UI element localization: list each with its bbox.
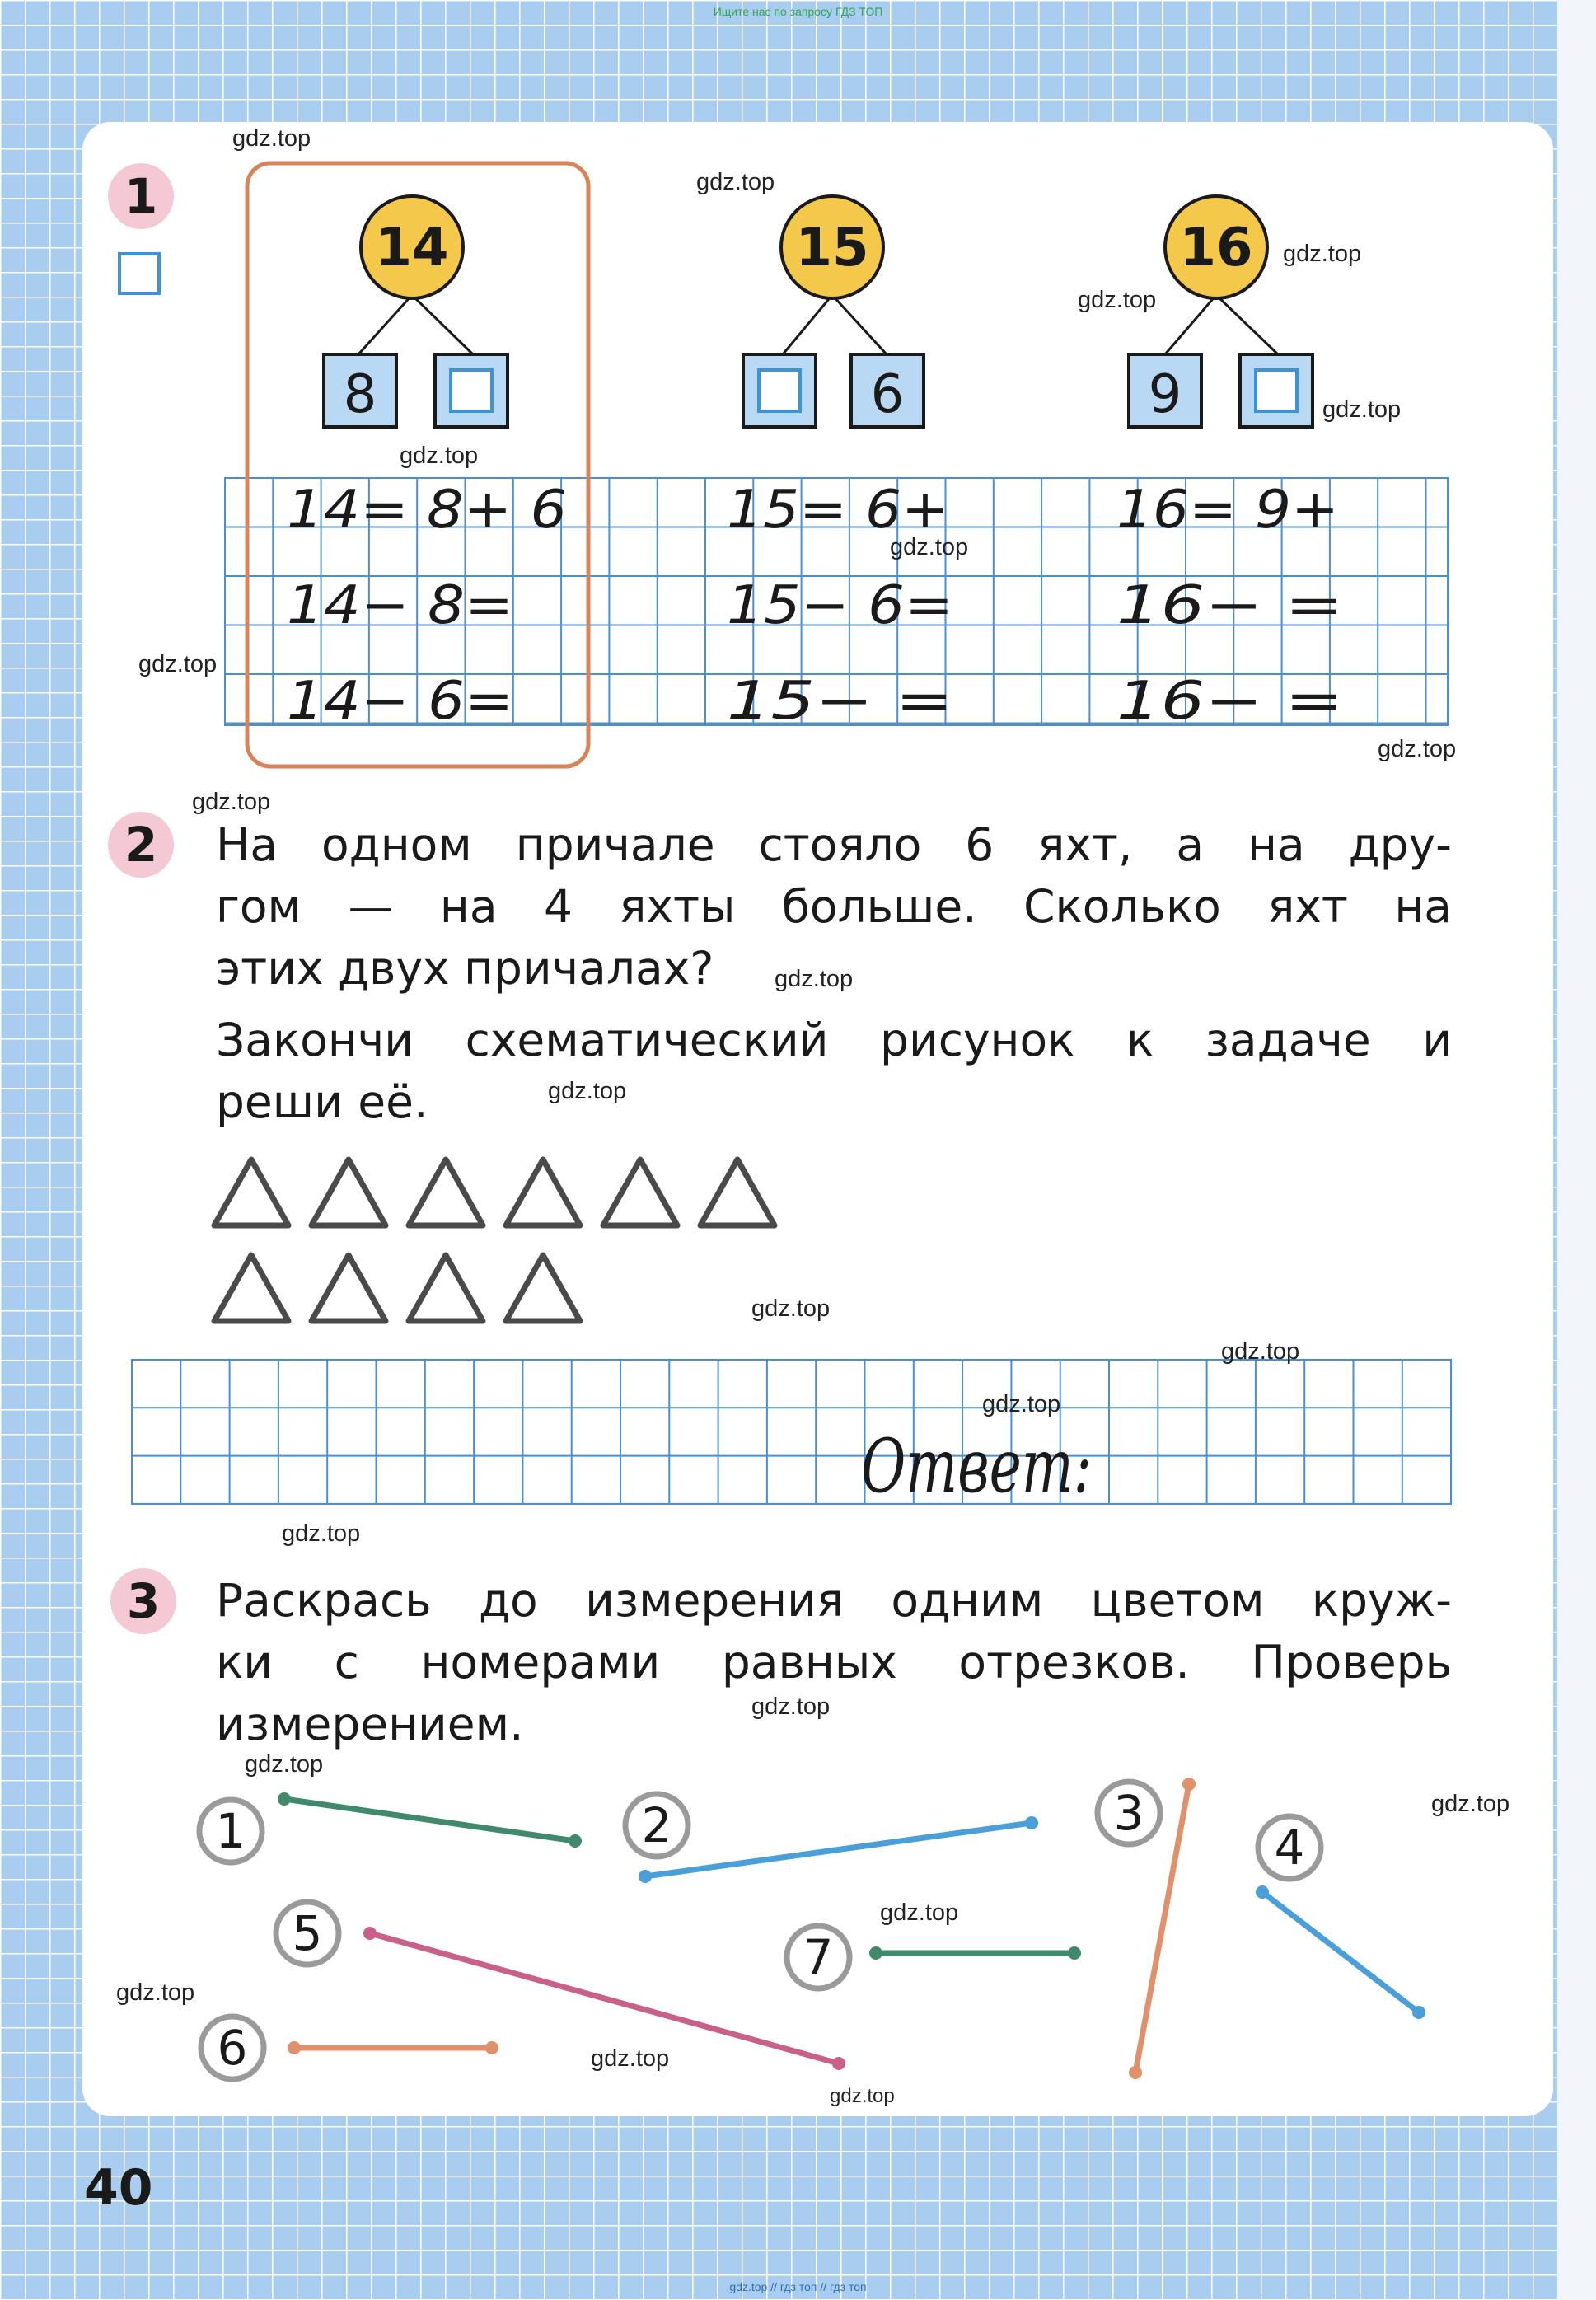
tree-total-15: 15 (795, 218, 869, 279)
watermark: gdz.top (1431, 1791, 1510, 1817)
segment-label-7: 7 (803, 1929, 834, 1985)
segment-endpoint (869, 1946, 882, 1960)
watermark: gdz.top (548, 1078, 627, 1104)
segment-endpoint (569, 1834, 582, 1848)
triangle (311, 1159, 386, 1225)
segment-endpoint (1412, 2006, 1425, 2019)
empty-answer-square (759, 370, 800, 411)
task2-line-1: На одном причале стояло 6 яхт, а на дру- (216, 818, 1452, 871)
segment-endpoint (832, 2057, 845, 2070)
task3-segments (0, 1755, 1596, 2110)
answer-label: Ответ: (861, 1423, 1092, 1510)
tree-total-14: 14 (375, 218, 449, 279)
segment-4 (1262, 1892, 1419, 2012)
equation-15-minus-blank: 15− = (727, 671, 953, 732)
task2-instruction-2: реши её. (216, 1075, 428, 1128)
task2-line-3: этих двух причалах? (216, 942, 714, 995)
segment-endpoint (278, 1792, 291, 1806)
watermark: gdz.top (751, 1295, 831, 1322)
triangle (700, 1159, 775, 1225)
segment-label-2: 2 (641, 1797, 672, 1853)
watermark: gdz.top (232, 125, 311, 152)
segment-label-4: 4 (1274, 1820, 1305, 1876)
watermark: gdz.top (982, 1391, 1061, 1417)
tree-part-6: 6 (870, 364, 905, 425)
watermark: gdz.top (1221, 1338, 1300, 1365)
watermark: gdz.top (1283, 241, 1362, 267)
segment-label-5: 5 (292, 1905, 323, 1961)
watermark: gdz.top (591, 2045, 670, 2072)
equation-15-minus-6: 15− 6= (727, 575, 953, 636)
watermark: gdz.top (1078, 287, 1157, 313)
watermark: gdz.top (400, 443, 479, 469)
empty-answer-square (451, 370, 492, 411)
watermark: gdz.top (138, 651, 218, 677)
equation-14-minus-8: 14− 8= (287, 575, 513, 636)
segment-endpoint (639, 1870, 652, 1883)
segment-label-3: 3 (1113, 1785, 1144, 1841)
watermark: gdz.top (775, 966, 854, 992)
segment-endpoint (1256, 1885, 1269, 1899)
tree-total-16: 16 (1179, 218, 1253, 279)
watermark: gdz.top (1322, 396, 1402, 423)
segment-2 (645, 1823, 1032, 1876)
watermark: gdz.top (751, 1693, 831, 1720)
task2-drawing (0, 1137, 1596, 1566)
segment-endpoint (1025, 1816, 1038, 1829)
segment-endpoint (288, 2041, 301, 2054)
equation-16-minus-blank: 16− = (1116, 575, 1343, 636)
equation-14-minus-6: 14− 6= (287, 671, 513, 732)
task3-line-3: измерением. (216, 1698, 524, 1750)
header-note: Ищите нас по запросу ГДЗ ТОП (713, 5, 883, 18)
tree-part-9: 9 (1148, 364, 1182, 425)
empty-answer-square (1256, 370, 1297, 411)
equation-16-minus-blank-2: 16− = (1116, 671, 1343, 732)
watermark: gdz.top (116, 1979, 195, 2006)
triangle (409, 1255, 483, 1321)
triangle (214, 1159, 288, 1225)
task3-line-2: ки с номерами равных отрезков. Проверь (216, 1636, 1452, 1689)
segment-endpoint (1129, 2066, 1142, 2079)
triangle (603, 1159, 677, 1225)
page-number: 40 (84, 2159, 153, 2217)
equation-14-sum: 14= 8+ 6 (287, 480, 567, 541)
segment-endpoint (363, 1927, 377, 1940)
segment-label-6: 6 (217, 2020, 248, 2076)
task2-instruction-1: Закончи схематический рисунок к задаче и (216, 1014, 1452, 1066)
segment-5 (370, 1933, 839, 2063)
triangle (409, 1159, 483, 1225)
watermark: gdz.top (282, 1520, 361, 1547)
task3-line-1: Раскрась до измерения одним цветом круж- (216, 1574, 1452, 1627)
triangle (214, 1255, 288, 1321)
watermark: gdz.top (890, 534, 969, 560)
task2-line-2: гом — на 4 яхты больше. Сколько яхт на (216, 880, 1452, 933)
segment-endpoint (1182, 1778, 1196, 1791)
footer-note: gdz.top // гдз топ // гдз топ (729, 2280, 867, 2293)
watermark: gdz.top (245, 1751, 324, 1778)
watermark: gdz.top (1378, 736, 1457, 762)
segment-endpoint (1068, 1946, 1081, 1960)
triangle (506, 1255, 580, 1321)
segment-1 (284, 1799, 575, 1841)
task3-number-badge: 3 (110, 1568, 176, 1634)
watermark: gdz.top (830, 2085, 895, 2107)
task2-number-badge: 2 (108, 812, 174, 878)
triangle (311, 1255, 386, 1321)
task2-answer-grid (132, 1360, 1451, 1504)
equation-15-sum: 15= 6+ (727, 480, 949, 541)
equation-16-sum: 16= 9+ (1116, 480, 1339, 541)
segment-endpoint (485, 2041, 498, 2054)
triangle (506, 1159, 580, 1225)
tree-part-8: 8 (343, 364, 377, 425)
watermark: gdz.top (192, 789, 271, 815)
task1-diagram (0, 0, 1596, 791)
watermark: gdz.top (880, 1899, 959, 1926)
watermark: gdz.top (696, 169, 775, 195)
segment-label-1: 1 (215, 1803, 246, 1859)
task1-number-badge: 1 (108, 163, 174, 229)
